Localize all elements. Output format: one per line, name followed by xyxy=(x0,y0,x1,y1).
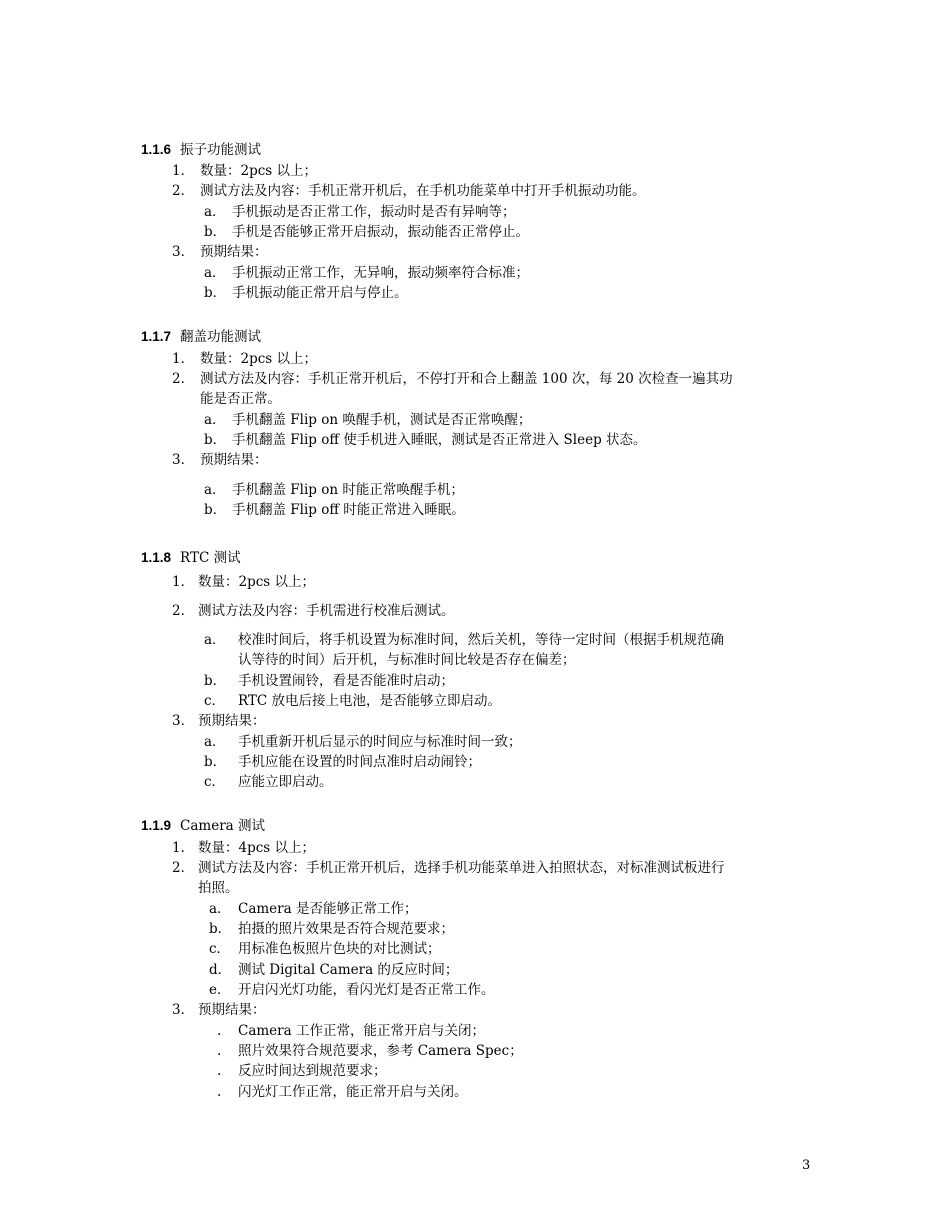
list-item xyxy=(204,500,465,520)
list-text: 手机重新开机后显示的时间应与标准时间一致； xyxy=(238,734,522,750)
list-text: 手机振动是否正常工作，振动时是否有异响等； xyxy=(232,204,516,220)
list-text: 测试方法及内容：手机需进行校准后测试。 xyxy=(198,603,455,619)
list-item xyxy=(204,263,529,283)
list-label: b． xyxy=(209,921,232,937)
section-number: 1.1.6 xyxy=(141,142,172,157)
list-item xyxy=(172,369,733,389)
list-text: 手机振动正常工作，无异响，振动频率符合标准； xyxy=(232,265,529,281)
list-item xyxy=(209,939,441,959)
list-item xyxy=(172,389,281,409)
list-text: 数量：2pcs 以上； xyxy=(198,574,316,590)
section-number: 1.1.9 xyxy=(141,818,172,833)
list-label: a． xyxy=(209,901,231,917)
list-label: . xyxy=(217,1084,222,1100)
section-title: 翻盖功能测试 xyxy=(180,329,262,345)
list-text: 手机翻盖 Flip off 时能正常进入睡眠。 xyxy=(232,502,465,518)
section-heading xyxy=(141,325,261,345)
list-label: 3． xyxy=(172,244,195,260)
list-label: a． xyxy=(204,734,226,750)
list-label: a． xyxy=(204,204,226,220)
list-item xyxy=(172,450,268,470)
list-item xyxy=(209,919,454,939)
list-label: e． xyxy=(209,982,231,998)
list-text: 反应时间达到规范要求； xyxy=(238,1063,387,1079)
list-label: b． xyxy=(204,224,227,240)
list-item xyxy=(217,1082,468,1102)
list-label: b． xyxy=(204,432,227,448)
list-label: c． xyxy=(204,774,226,790)
list-label: b． xyxy=(204,673,227,689)
list-text: 测试方法及内容：手机正常开机后，选择手机功能菜单进入拍照状态，对标准测试板进行 xyxy=(198,860,725,876)
list-item xyxy=(172,711,266,731)
list-text: 拍摄的照片效果是否符合规范要求； xyxy=(238,921,454,937)
list-text: 测试 Digital Camera 的反应时间； xyxy=(238,962,459,978)
list-text: 预期结果： xyxy=(200,244,268,260)
list-label: a． xyxy=(204,412,226,428)
list-label: a． xyxy=(204,482,226,498)
list-text: Camera 工作正常，能正常开启与关闭； xyxy=(238,1023,485,1039)
list-item xyxy=(204,283,408,303)
list-text: 开启闪光灯功能，看闪光灯是否正常工作。 xyxy=(238,982,495,998)
list-label: 3． xyxy=(172,1002,195,1018)
list-item xyxy=(172,838,315,858)
list-item xyxy=(172,181,646,201)
list-label: b． xyxy=(204,502,227,518)
list-text: 照片效果符合规范要求，参考 Camera Spec； xyxy=(238,1043,523,1059)
list-item xyxy=(209,980,495,1000)
list-text: 手机翻盖 Flip on 唤醒手机，测试是否正常唤醒； xyxy=(232,412,532,428)
list-label: 1． xyxy=(172,574,195,590)
list-item xyxy=(172,349,317,369)
list-text: 闪光灯工作正常，能正常开启与关闭。 xyxy=(238,1084,468,1100)
list-text: 预期结果： xyxy=(198,1002,266,1018)
list-item xyxy=(217,1041,523,1061)
page-number: 3 xyxy=(802,1158,811,1173)
list-item xyxy=(204,650,576,670)
list-item xyxy=(204,222,529,242)
list-label: 2． xyxy=(172,183,195,199)
list-item xyxy=(209,899,417,919)
list-text: 能是否正常。 xyxy=(200,391,281,407)
list-item xyxy=(204,691,501,711)
list-item xyxy=(217,1021,485,1041)
list-label: d． xyxy=(209,962,232,978)
list-text: 手机是否能够正常开启振动，振动能否正常停止。 xyxy=(232,224,529,240)
list-label: 3． xyxy=(172,713,195,729)
list-item xyxy=(204,732,522,752)
list-text: 数量：4pcs 以上； xyxy=(198,840,316,856)
list-item xyxy=(204,410,531,430)
list-item xyxy=(204,480,464,500)
list-label: 1． xyxy=(172,163,195,179)
list-item xyxy=(204,671,454,691)
section-number: 1.1.7 xyxy=(141,329,172,344)
list-item xyxy=(172,878,239,898)
list-label: 2． xyxy=(172,860,195,876)
list-text: 手机振动能正常开启与停止。 xyxy=(232,285,408,301)
list-text: 应能立即启动。 xyxy=(238,774,333,790)
list-item xyxy=(172,1000,266,1020)
list-text: 数量：2pcs 以上； xyxy=(200,351,318,367)
list-text: 预期结果： xyxy=(198,713,266,729)
list-text: 手机翻盖 Flip off 使手机进入睡眠，测试是否正常进入 Sleep 状态。 xyxy=(232,432,647,448)
list-item xyxy=(172,858,725,878)
list-label: 2． xyxy=(172,371,195,387)
section-title: RTC 测试 xyxy=(180,550,241,566)
list-text: 手机设置闹铃，看是否能准时启动； xyxy=(238,673,454,689)
list-label: b． xyxy=(204,754,227,770)
list-text: 手机应能在设置的时间点准时启动闹铃； xyxy=(238,754,481,770)
list-item xyxy=(172,601,455,621)
list-label: c． xyxy=(209,941,231,957)
list-item xyxy=(204,430,647,450)
list-text: RTC 放电后接上电池，是否能够立即启动。 xyxy=(238,693,502,709)
list-item xyxy=(204,630,724,650)
list-label: . xyxy=(217,1063,222,1079)
list-text: Camera 是否能够正常工作； xyxy=(238,901,418,917)
list-text: 测试方法及内容：手机正常开机后，在手机功能菜单中打开手机振动功能。 xyxy=(200,183,646,199)
list-text: 手机翻盖 Flip on 时能正常唤醒手机； xyxy=(232,482,464,498)
list-item xyxy=(204,772,333,792)
list-item xyxy=(204,752,481,772)
list-label: b． xyxy=(204,285,227,301)
list-text: 认等待的时间）后开机，与标准时间比较是否存在偏差； xyxy=(238,652,576,668)
section-title: Camera 测试 xyxy=(180,818,265,834)
list-text: 数量：2pcs 以上； xyxy=(200,163,318,179)
list-label: a． xyxy=(204,265,226,281)
section-heading xyxy=(141,814,265,834)
list-text: 用标准色板照片色块的对比测试； xyxy=(238,941,441,957)
list-label: . xyxy=(217,1023,222,1039)
list-label: a． xyxy=(204,632,226,648)
list-label: c． xyxy=(204,693,226,709)
list-item xyxy=(172,161,317,181)
section-title: 振子功能测试 xyxy=(180,142,262,158)
list-item xyxy=(209,960,458,980)
section-heading xyxy=(141,546,241,566)
list-text: 测试方法及内容：手机正常开机后，不停打开和合上翻盖 100 次，每 20 次检查一遍其功 xyxy=(200,371,733,387)
list-label: 1． xyxy=(172,840,195,856)
list-text: 预期结果： xyxy=(200,452,268,468)
list-label: 2． xyxy=(172,603,195,619)
list-item xyxy=(172,242,268,262)
section-number: 1.1.8 xyxy=(141,550,172,565)
list-item xyxy=(204,202,516,222)
list-label: 3． xyxy=(172,452,195,468)
list-text: 校准时间后，将手机设置为标准时间，然后关机，等待一定时间（根据手机规范确 xyxy=(238,632,724,648)
list-label: 1． xyxy=(172,351,195,367)
list-text: 拍照。 xyxy=(198,880,239,896)
list-item xyxy=(172,572,315,592)
list-label: . xyxy=(217,1043,222,1059)
section-heading xyxy=(141,138,261,158)
list-item xyxy=(217,1061,387,1081)
